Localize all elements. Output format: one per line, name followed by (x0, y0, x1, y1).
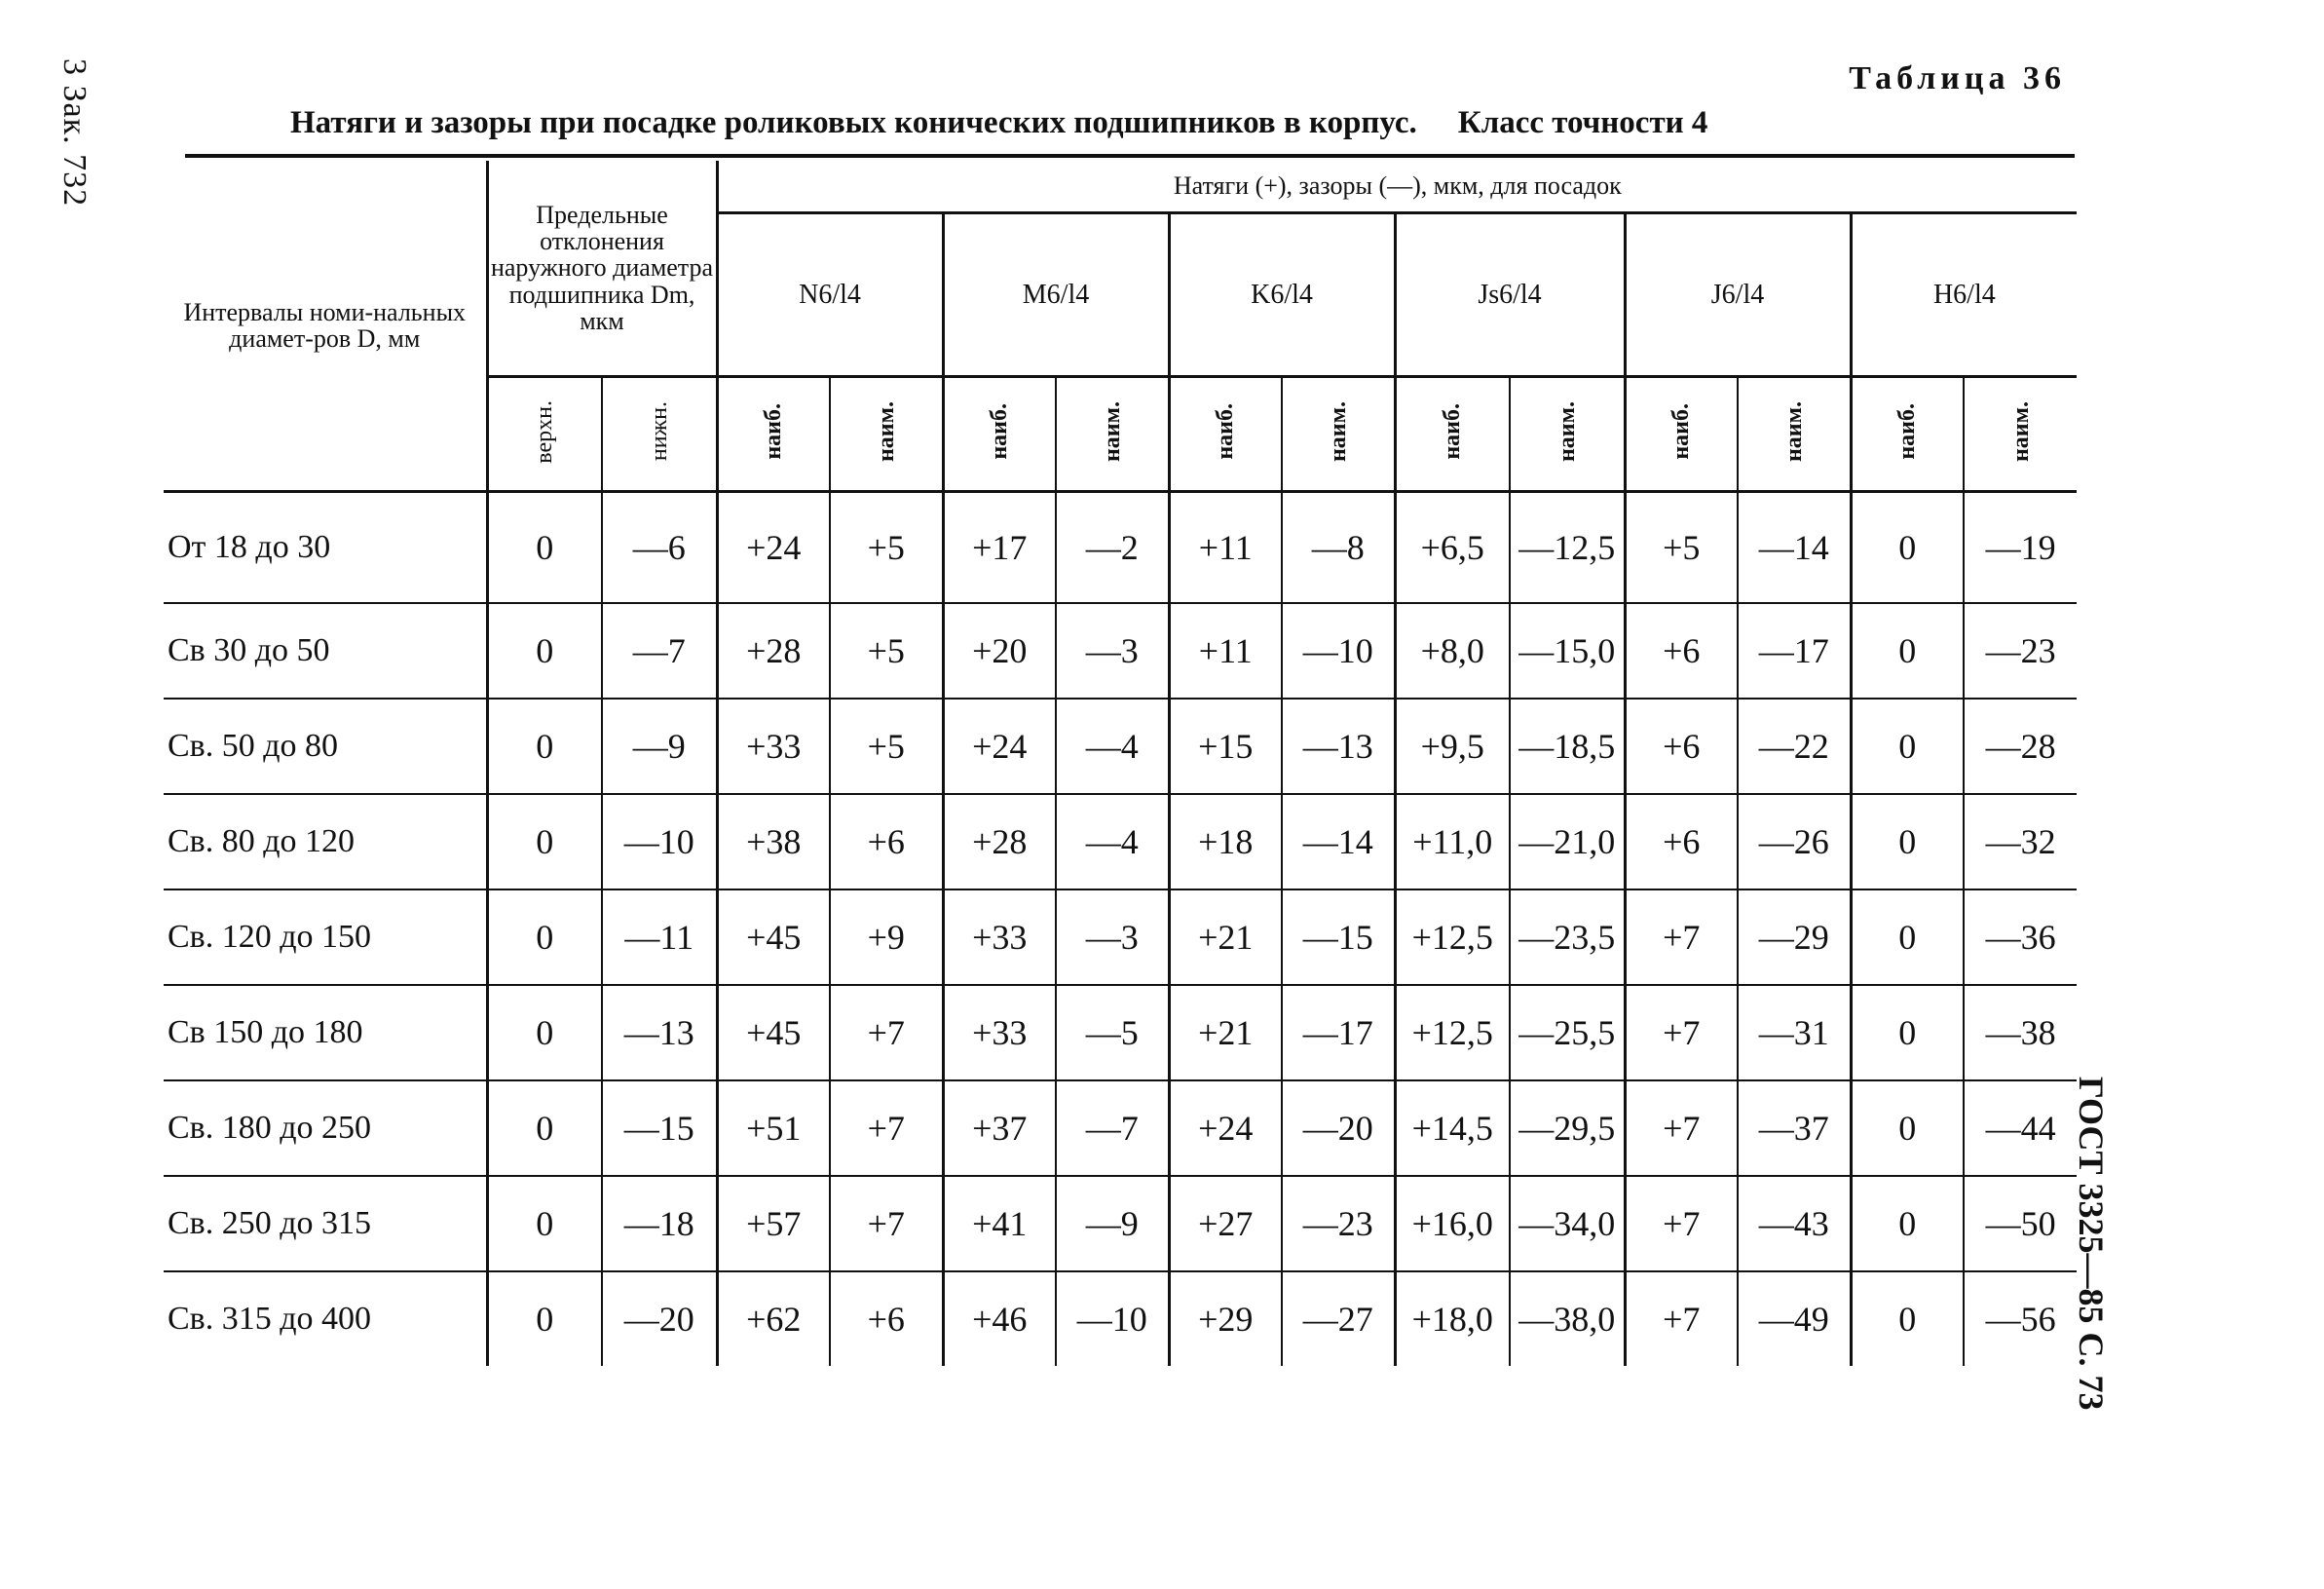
header-deviation: Предельные отклонения наружного диаметра подшипника Dm, мкм (487, 161, 717, 377)
table-cell: —9 (1056, 1176, 1169, 1271)
table-cell: —7 (1056, 1080, 1169, 1176)
table-cell: +20 (943, 603, 1056, 699)
table-cell: +18 (1169, 794, 1282, 889)
table-cell: +45 (717, 985, 830, 1080)
header-interval: Интервалы номи-нальных диамет-ров D, мм (164, 161, 487, 492)
fit-js6-l4: Js6/l4 (1395, 213, 1625, 377)
subheader-lower: нижн. (602, 377, 717, 492)
table-row (164, 492, 2077, 604)
table-cell: —22 (1738, 699, 1851, 794)
table-cell: —14 (1738, 492, 1851, 604)
subheader-max: наиб. (717, 377, 830, 492)
subheader-max: наиб. (1851, 377, 1964, 492)
table-row (164, 603, 2077, 699)
table-cell: 0 (487, 1176, 602, 1271)
table-cell: +24 (717, 492, 830, 604)
table-cell: 0 (1851, 603, 1964, 699)
table-cell: —13 (602, 985, 717, 1080)
table-cell: —4 (1056, 699, 1169, 794)
table-cell: +7 (1625, 985, 1738, 1080)
table-cell: —38 (1964, 985, 2077, 1080)
table-number: Таблица 36 (1849, 60, 2066, 96)
table-cell: +7 (830, 1176, 943, 1271)
table-cell: +7 (1625, 889, 1738, 985)
table-cell: —11 (602, 889, 717, 985)
row-interval: Св 30 до 50 (164, 603, 487, 699)
table-cell: +51 (717, 1080, 830, 1176)
table-cell: +33 (943, 889, 1056, 985)
table-cell: +33 (717, 699, 830, 794)
table-cell: +7 (830, 985, 943, 1080)
table-cell: 0 (1851, 889, 1964, 985)
table-cell: +5 (830, 492, 943, 604)
subheader-max: наиб. (943, 377, 1056, 492)
table-cell: —13 (1282, 699, 1395, 794)
table-cell: +6 (830, 1271, 943, 1366)
table-cell: —37 (1738, 1080, 1851, 1176)
table-cell: —18,5 (1510, 699, 1625, 794)
table-row (164, 699, 2077, 794)
table-cell: +12,5 (1395, 985, 1510, 1080)
table-cell: +6,5 (1395, 492, 1510, 604)
table-cell: +6 (1625, 699, 1738, 794)
table-cell: +7 (1625, 1271, 1738, 1366)
table-cell: —23 (1282, 1176, 1395, 1271)
table-cell: +9,5 (1395, 699, 1510, 794)
title-main: Натяги и зазоры при посадке роликовых конических подшипников в корпус. (290, 105, 1417, 140)
row-interval: Св. 180 до 250 (164, 1080, 487, 1176)
table-cell: —23,5 (1510, 889, 1625, 985)
table-cell: —34,0 (1510, 1176, 1625, 1271)
row-interval: Св. 50 до 80 (164, 699, 487, 794)
table-cell: —7 (602, 603, 717, 699)
table-cell: —25,5 (1510, 985, 1625, 1080)
table-cell: +24 (943, 699, 1056, 794)
row-interval: Св. 80 до 120 (164, 794, 487, 889)
fit-j6-l4: J6/l4 (1625, 213, 1851, 377)
table-cell: +28 (943, 794, 1056, 889)
table-row (164, 1271, 2077, 1366)
table-cell: +8,0 (1395, 603, 1510, 699)
title-rule (185, 154, 2075, 158)
table-cell: +62 (717, 1271, 830, 1366)
fits-table (164, 161, 2077, 1366)
table-cell: +12,5 (1395, 889, 1510, 985)
subheader-min: наим. (830, 377, 943, 492)
table-cell: —10 (1056, 1271, 1169, 1366)
table-cell: —15 (602, 1080, 717, 1176)
table-row (164, 1176, 2077, 1271)
table-cell: +16,0 (1395, 1176, 1510, 1271)
table-cell: —10 (602, 794, 717, 889)
table-cell: 0 (487, 985, 602, 1080)
subheader-min: наим. (1738, 377, 1851, 492)
row-interval: Св 150 до 180 (164, 985, 487, 1080)
table-cell: +9 (830, 889, 943, 985)
table-cell: —43 (1738, 1176, 1851, 1271)
table-cell: —26 (1738, 794, 1851, 889)
standard-page-ref: ГОСТ 3325—85 С. 73 (2072, 1077, 2111, 1411)
subheader-max: наиб. (1395, 377, 1510, 492)
table-cell: 0 (487, 1080, 602, 1176)
table-title (290, 105, 1707, 141)
table-cell: —36 (1964, 889, 2077, 985)
table-cell: +18,0 (1395, 1271, 1510, 1366)
table-cell: —29 (1738, 889, 1851, 985)
table-cell: —21,0 (1510, 794, 1625, 889)
table-cell: 0 (487, 794, 602, 889)
table-cell: +15 (1169, 699, 1282, 794)
table-cell: —14 (1282, 794, 1395, 889)
table-cell: —15 (1282, 889, 1395, 985)
table-cell: —28 (1964, 699, 2077, 794)
table-cell: —3 (1056, 889, 1169, 985)
table-cell: 0 (1851, 985, 1964, 1080)
table-cell: —18 (602, 1176, 717, 1271)
table-cell: +41 (943, 1176, 1056, 1271)
table-cell: 0 (487, 889, 602, 985)
table-cell: 0 (487, 492, 602, 604)
table-cell: +21 (1169, 889, 1282, 985)
table-cell: —44 (1964, 1080, 2077, 1176)
table-cell: —6 (602, 492, 717, 604)
table-row (164, 985, 2077, 1080)
table-cell: 0 (487, 603, 602, 699)
table-cell: —29,5 (1510, 1080, 1625, 1176)
table-cell: +7 (1625, 1176, 1738, 1271)
table-cell: +28 (717, 603, 830, 699)
table-cell: —12,5 (1510, 492, 1625, 604)
table-cell: —38,0 (1510, 1271, 1625, 1366)
row-interval: От 18 до 30 (164, 492, 487, 604)
table-cell: —5 (1056, 985, 1169, 1080)
table-row (164, 889, 2077, 985)
table-cell: —2 (1056, 492, 1169, 604)
table-cell: +37 (943, 1080, 1056, 1176)
table-cell: 0 (1851, 1080, 1964, 1176)
table-row (164, 1080, 2077, 1176)
table-cell: —49 (1738, 1271, 1851, 1366)
table-cell: —32 (1964, 794, 2077, 889)
table-row (164, 794, 2077, 889)
fit-h6-l4: H6/l4 (1932, 279, 1996, 310)
table-cell: +38 (717, 794, 830, 889)
fit-k6-l4: K6/l4 (1169, 213, 1395, 377)
table-cell: +57 (717, 1176, 830, 1271)
row-interval: Св. 315 до 400 (164, 1271, 487, 1366)
subheader-upper: верхн. (487, 377, 602, 492)
table-cell: +21 (1169, 985, 1282, 1080)
subheader-min: наим. (1282, 377, 1395, 492)
table-cell: —17 (1282, 985, 1395, 1080)
subheader-max: наиб. (1169, 377, 1282, 492)
table-cell: +46 (943, 1271, 1056, 1366)
table-cell: +17 (943, 492, 1056, 604)
table-cell: 0 (487, 699, 602, 794)
table-cell: +45 (717, 889, 830, 985)
table-cell: —8 (1282, 492, 1395, 604)
table-cell: —4 (1056, 794, 1169, 889)
table-cell: —17 (1738, 603, 1851, 699)
table-cell: +27 (1169, 1176, 1282, 1271)
table-cell: —27 (1282, 1271, 1395, 1366)
table-cell: 0 (1851, 699, 1964, 794)
table-cell: +11 (1169, 492, 1282, 604)
table-cell: —50 (1964, 1176, 2077, 1271)
table-cell: —19 (1964, 492, 2077, 604)
table-cell: —56 (1964, 1271, 2077, 1366)
row-interval: Св. 250 до 315 (164, 1176, 487, 1271)
table-cell: +5 (830, 699, 943, 794)
table-cell: 0 (1851, 1271, 1964, 1366)
table-cell: +29 (1169, 1271, 1282, 1366)
table-cell: +7 (830, 1080, 943, 1176)
table-cell: +14,5 (1395, 1080, 1510, 1176)
table-cell: +5 (1625, 492, 1738, 604)
table-cell: —9 (602, 699, 717, 794)
table-cell: 0 (487, 1271, 602, 1366)
title-accuracy-class: Класс точности 4 (1457, 105, 1708, 140)
table-cell: +11,0 (1395, 794, 1510, 889)
table-cell: +5 (830, 603, 943, 699)
table-cell: —10 (1282, 603, 1395, 699)
table-cell: 0 (1851, 492, 1964, 604)
fit-n6-l4: N6/l4 (717, 213, 943, 377)
subheader-min: наим. (1510, 377, 1625, 492)
table-cell: +7 (1625, 1080, 1738, 1176)
table-cell: —20 (1282, 1080, 1395, 1176)
table-cell: +6 (1625, 794, 1738, 889)
row-interval: Св. 120 до 150 (164, 889, 487, 985)
table-cell: —15,0 (1510, 603, 1625, 699)
table-cell: 0 (1851, 1176, 1964, 1271)
table-cell: 0 (1851, 794, 1964, 889)
table-cell: —20 (602, 1271, 717, 1366)
table-body (164, 492, 2077, 1367)
header-fits-span: Натяги (+), зазоры (—), мкм, для посадок (717, 161, 2077, 213)
table-cell: +24 (1169, 1080, 1282, 1176)
subheader-min: наим. (1056, 377, 1169, 492)
table-cell: +6 (830, 794, 943, 889)
table-cell: +33 (943, 985, 1056, 1080)
table-cell: —31 (1738, 985, 1851, 1080)
table-cell: —23 (1964, 603, 2077, 699)
subheader-min: наим. (1964, 377, 2077, 492)
table-cell: +11 (1169, 603, 1282, 699)
fit-m6-l4: M6/l4 (943, 213, 1169, 377)
table-cell: +6 (1625, 603, 1738, 699)
subheader-max: наиб. (1625, 377, 1738, 492)
table-cell: —3 (1056, 603, 1169, 699)
page-margin-note: 3 Зак. 732 (56, 58, 93, 208)
